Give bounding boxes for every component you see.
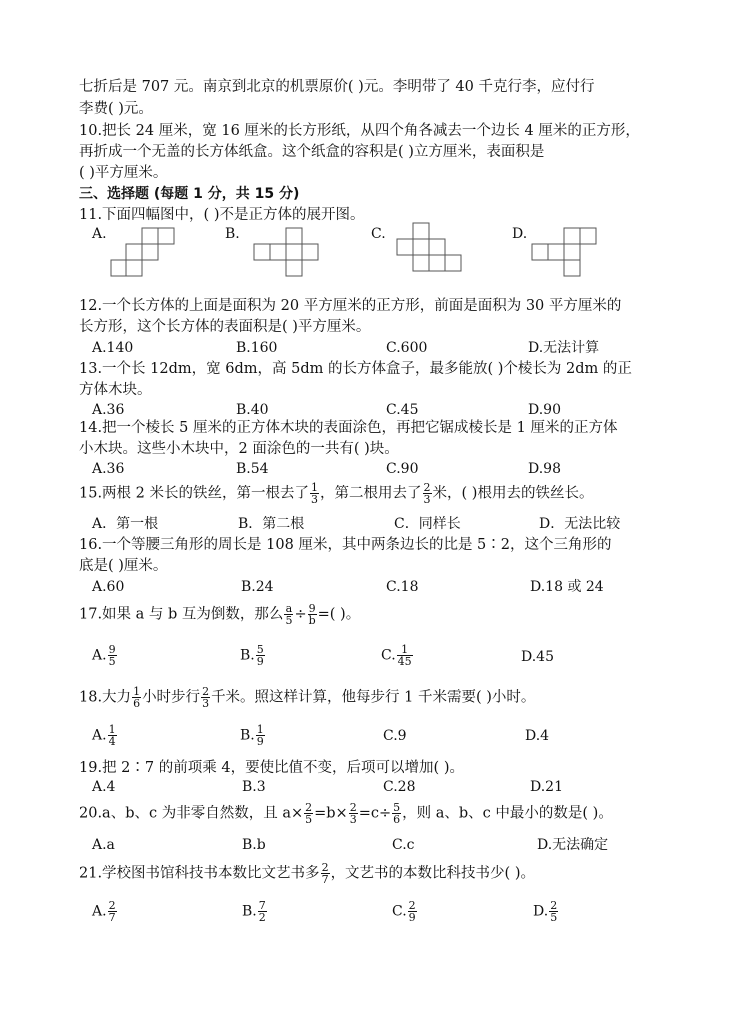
q17-text-part1: 17.如果 a 与 b 互为倒数，那么 <box>79 606 284 623</box>
q18-f1-num: 1 <box>133 685 141 698</box>
q18-text-part3: 千米。照这样计算，他每步行 1 千米需要( )小时。 <box>211 689 536 706</box>
q21-option-a-den: 7 <box>108 911 116 924</box>
q20-text-part4: ，则 a、b、c 中最小的数是( )。 <box>402 805 613 822</box>
q14-line1: 14.把一个棱长 5 厘米的正方体木块的表面涂色，再把它锯成棱长是 1 厘米的正方体 <box>79 420 618 436</box>
q21-option-d-num: 2 <box>550 899 558 912</box>
q21-option-b-num: 7 <box>258 899 266 912</box>
q15-option-b: B．第二根 <box>238 516 305 532</box>
q18-option-a-fraction <box>108 724 117 747</box>
q17-option-b-fraction <box>256 644 265 667</box>
q17-option-b-den: 9 <box>256 655 264 668</box>
q20-text-part2: =b× <box>314 805 348 822</box>
q18-f2-num: 2 <box>202 685 210 698</box>
q13-option-b: B.40 <box>236 402 269 418</box>
q13-option-a: A.36 <box>92 402 125 418</box>
q17-option-c-den: 45 <box>397 655 412 668</box>
q20-f3-num: 5 <box>393 801 401 814</box>
q14-option-d: D.98 <box>528 461 561 477</box>
q18-f1-den: 6 <box>133 697 141 710</box>
q17-f2-num: 9 <box>308 602 316 615</box>
q20-f2-den: 3 <box>349 813 357 826</box>
q17-text <box>79 603 360 626</box>
q20-fraction-1 <box>304 802 313 825</box>
q18-option-a-den: 4 <box>108 735 116 748</box>
q21-option-d-label: D. <box>533 903 549 920</box>
q21-option-a <box>92 900 118 923</box>
q11-label-c: C. <box>371 226 386 242</box>
q10-line1: 10.把长 24 厘米，宽 16 厘米的长方形纸，从四个角各减去一个边长 4 厘米的正方形， <box>79 123 640 139</box>
q18-text <box>79 686 535 709</box>
q21-option-c <box>392 900 418 923</box>
cube-net-c <box>396 222 466 274</box>
q11-label-d: D. <box>512 226 528 242</box>
q21-option-a-num: 2 <box>108 899 116 912</box>
q21-option-b-den: 2 <box>258 911 266 924</box>
q19-text: 19.把 2∶7 的前项乘 4，要使比值不变，后项可以增加( )。 <box>79 760 464 776</box>
q21-fraction-1 <box>321 862 330 885</box>
q15-text-part1: 15.两根 2 米长的铁丝，第一根去了 <box>79 485 310 502</box>
q15-f1-num: 1 <box>311 481 319 494</box>
q15-f1-den: 3 <box>311 493 319 506</box>
q17-f1-den: 5 <box>285 614 293 627</box>
q19-option-d: D.21 <box>530 779 563 795</box>
q10-line2: 再折成一个无盖的长方体纸盒。这个纸盒的容积是( )立方厘米，表面积是 <box>79 144 545 160</box>
q16-option-c: C.18 <box>386 579 419 595</box>
q13-line2: 方体木块。 <box>79 382 152 398</box>
q15-text <box>79 482 593 505</box>
q21-option-a-label: A. <box>92 903 107 920</box>
q15-fraction-1 <box>310 482 319 505</box>
q17-operator: ÷ <box>294 606 307 623</box>
q17-option-a-fraction <box>108 644 117 667</box>
q19-option-a: A.4 <box>92 779 116 795</box>
q20-option-c: C.c <box>392 837 415 853</box>
q18-option-b-num: 1 <box>256 723 264 736</box>
q18-option-b-label: B. <box>240 727 255 744</box>
q9-line1: 七折后是 707 元。南京到北京的机票原价( )元。李明带了 40 千克行李，应付行 <box>79 79 595 95</box>
q18-text-part1: 18.大力 <box>79 689 132 706</box>
q17-option-a-den: 5 <box>108 655 116 668</box>
q18-fraction-1 <box>132 686 141 709</box>
q18-option-a-label: A. <box>92 727 107 744</box>
q20-text-part1: 20.a、b、c 为非零自然数，且 a× <box>79 805 304 822</box>
q15-option-a: A．第一根 <box>92 516 159 532</box>
q12-option-d: D.无法计算 <box>528 340 600 356</box>
cube-net-a <box>110 227 178 279</box>
q20-text-part3: =c÷ <box>358 805 392 822</box>
q20-text <box>79 802 613 825</box>
q18-fraction-2 <box>201 686 210 709</box>
q16-option-d: D.18 或 24 <box>530 579 604 595</box>
q19-option-c: C.28 <box>383 779 416 795</box>
q14-line2: 小木块。这些小木块中，2 面涂色的一共有( )块。 <box>79 441 399 457</box>
q21-option-d-fraction <box>549 900 558 923</box>
q15-text-part3: 米，( )根用去的铁丝长。 <box>432 485 594 502</box>
q17-option-c-fraction <box>397 644 413 667</box>
q14-option-c: C.90 <box>386 461 419 477</box>
q17-option-a-num: 9 <box>108 643 116 656</box>
q21-option-d <box>533 900 559 923</box>
q15-fraction-2 <box>423 482 432 505</box>
q21-option-a-fraction <box>108 900 117 923</box>
q17-f1-num: a <box>285 602 293 615</box>
q20-f2-num: 2 <box>349 801 357 814</box>
q11-label-a: A. <box>92 226 107 242</box>
q18-option-d: D.4 <box>525 728 550 744</box>
q18-option-c: C.9 <box>383 728 407 744</box>
q12-option-c: C.600 <box>386 340 428 356</box>
q15-option-c: C．同样长 <box>394 516 461 532</box>
q17-option-c-num: 1 <box>397 644 413 656</box>
q20-fraction-2 <box>349 802 358 825</box>
q17-text-part2: =( )。 <box>317 606 361 623</box>
q21-option-c-num: 2 <box>408 899 416 912</box>
q17-option-a-label: A. <box>92 647 107 664</box>
q14-option-b: B.54 <box>236 461 269 477</box>
q21-option-b <box>242 900 268 923</box>
q10-line3: ( )平方厘米。 <box>79 165 168 181</box>
q17-option-a <box>92 644 118 667</box>
q18-text-part2: 小时步行 <box>142 689 201 706</box>
q12-line1: 12.一个长方体的上面是面积为 20 平方厘米的正方形，前面是面积为 30 平方厘米的 <box>79 298 622 314</box>
q16-option-a: A.60 <box>92 579 125 595</box>
q20-option-a: A.a <box>92 837 115 853</box>
q21-text <box>79 862 535 885</box>
q18-option-b <box>240 724 266 747</box>
q21-option-c-fraction <box>408 900 417 923</box>
q19-option-b: B.3 <box>242 779 266 795</box>
q17-f2-den: b <box>308 614 316 627</box>
q16-option-b: B.24 <box>241 579 274 595</box>
q20-option-b: B.b <box>242 837 266 853</box>
q12-option-b: B.160 <box>236 340 278 356</box>
q17-option-b-label: B. <box>240 647 255 664</box>
cube-net-b <box>253 227 323 279</box>
q21-f1-num: 2 <box>321 861 329 874</box>
q18-option-b-fraction <box>256 724 265 747</box>
q17-option-c <box>381 644 414 667</box>
q21-option-c-den: 9 <box>408 911 416 924</box>
q21-option-c-label: C. <box>392 903 407 920</box>
q12-option-a: A.140 <box>92 340 134 356</box>
q20-option-d: D.无法确定 <box>537 837 609 853</box>
q13-option-c: C.45 <box>386 402 419 418</box>
q11-label-b: B. <box>225 226 240 242</box>
q12-line2: 长方形，这个长方体的表面积是( )平方厘米。 <box>79 319 371 335</box>
section-title: 三、选择题 (每题 1 分，共 15 分) <box>79 186 300 202</box>
q18-option-a <box>92 724 118 747</box>
q16-line1: 16.一个等腰三角形的周长是 108 厘米，其中两条边长的比是 5∶2，这个三角形的 <box>79 537 612 553</box>
q20-f1-den: 5 <box>305 813 313 826</box>
q15-f2-num: 2 <box>423 481 431 494</box>
q15-f2-den: 3 <box>423 493 431 506</box>
q17-option-b-num: 5 <box>256 643 264 656</box>
q17-fraction-2 <box>308 603 317 626</box>
q18-option-a-num: 1 <box>108 723 116 736</box>
q17-option-c-label: C. <box>381 647 396 664</box>
q17-option-d: D.45 <box>521 649 554 665</box>
q21-option-b-label: B. <box>242 903 257 920</box>
q21-text-part2: ，文艺书的本数比科技书少( )。 <box>330 865 535 882</box>
q20-f1-num: 2 <box>305 801 313 814</box>
q21-option-b-fraction <box>258 900 267 923</box>
q18-f2-den: 3 <box>202 697 210 710</box>
q13-option-d: D.90 <box>528 402 561 418</box>
q20-f3-den: 6 <box>393 813 401 826</box>
q17-option-b <box>240 644 266 667</box>
q15-text-part2: ，第二根用去了 <box>320 485 422 502</box>
q18-option-b-den: 9 <box>256 735 264 748</box>
q17-fraction-1 <box>284 603 293 626</box>
q21-text-part1: 21.学校图书馆科技书本数比文艺书多 <box>79 865 320 882</box>
q16-line2: 底是( )厘米。 <box>79 558 168 574</box>
q21-option-d-den: 5 <box>550 911 558 924</box>
cube-net-d <box>531 227 601 279</box>
q14-option-a: A.36 <box>92 461 125 477</box>
q20-fraction-3 <box>392 802 401 825</box>
q21-f1-den: 7 <box>321 873 329 886</box>
q15-option-d: D．无法比较 <box>539 516 621 532</box>
q11-text: 11.下面四幅图中，( )不是正方体的展开图。 <box>79 207 365 223</box>
q9-line2: 李费( )元。 <box>79 101 153 117</box>
q13-line1: 13.一个长 12dm，宽 6dm，高 5dm 的长方体盒子，最多能放( )个棱长为 2dm 的正 <box>79 361 632 377</box>
